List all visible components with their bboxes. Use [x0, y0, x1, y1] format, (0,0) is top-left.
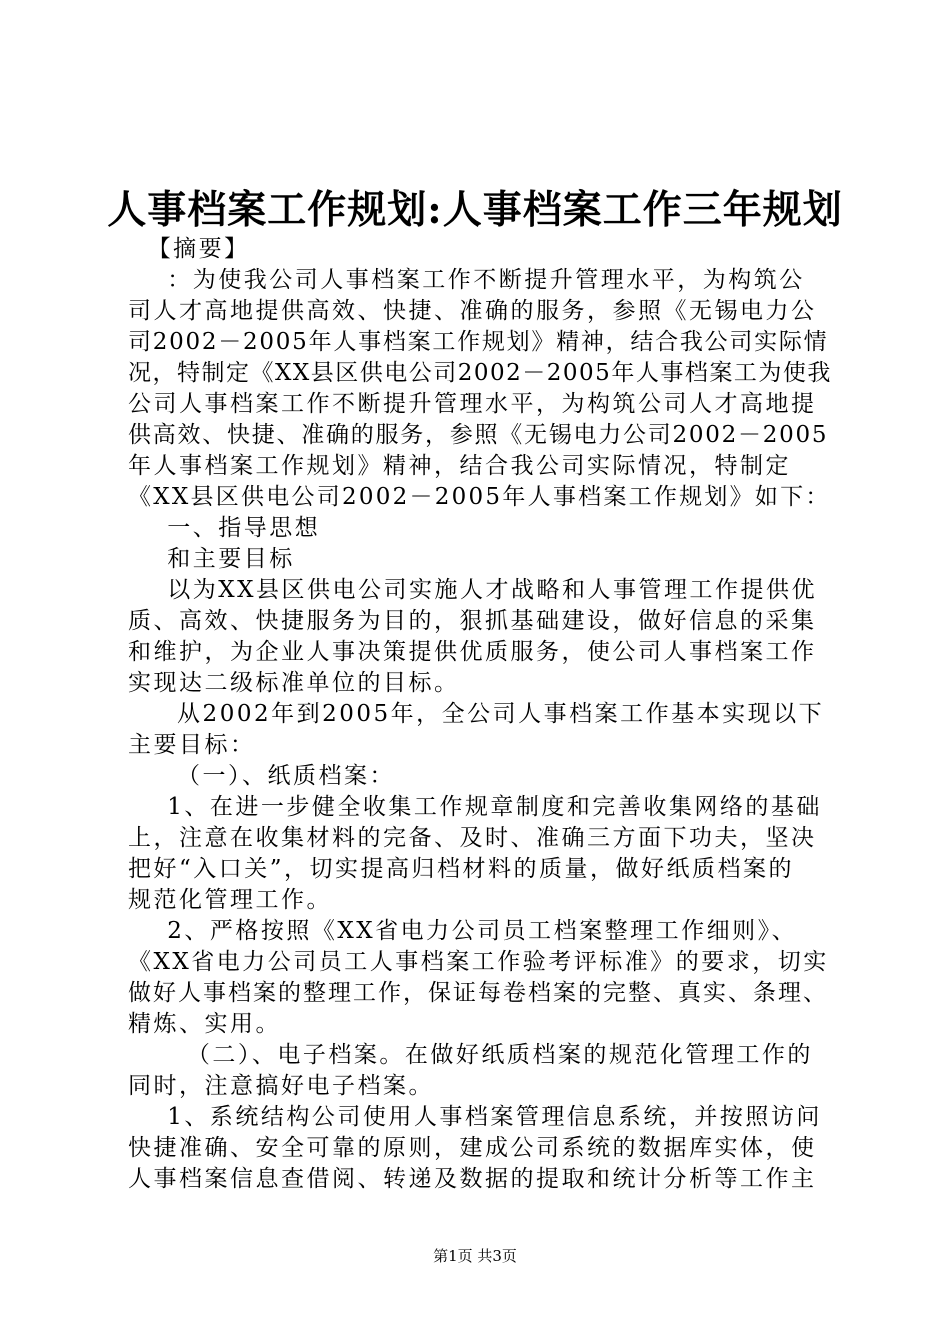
body-line: 把好“入口关”，切实提高归档材料的质量，做好纸质档案的	[128, 856, 795, 882]
body-line: 《XX省电力公司员工人事档案工作验考评标准》的要求，切实	[128, 949, 829, 975]
body-line: ：为使我公司人事档案工作不断提升管理水平，为构筑公	[128, 267, 805, 293]
document-body	[128, 234, 833, 1195]
body-line: 况，特制定《XX县区供电公司2002－2005年人事档案工为使我	[128, 360, 832, 386]
body-line: 司2002－2005年人事档案工作规划》精神，结合我公司实际情	[128, 329, 829, 355]
body-line: 人事档案信息查借阅、转递及数据的提取和统计分析等工作主	[128, 1166, 817, 1192]
body-line: 精炼、实用。	[128, 1011, 281, 1037]
body-line: 同时，注意搞好电子档案。	[128, 1073, 434, 1099]
body-line: 上，注意在收集材料的完备、及时、准确三方面下功夫，坚决	[128, 825, 817, 851]
page-footer: 第1页 共3页	[433, 1247, 517, 1265]
body-line: 1、在进一步健全收集工作规章制度和完善收集网络的基础	[128, 794, 822, 820]
body-line: 《XX县区供电公司2002－2005年人事档案工作规划》如下：	[128, 484, 831, 510]
body-line: 公司人事档案工作不断提升管理水平，为构筑公司人才高地提	[128, 391, 817, 417]
body-line: 质、高效、快捷服务为目的，狠抓基础建设，做好信息的采集	[128, 608, 817, 634]
body-line: 主要目标：	[128, 732, 256, 758]
document-title: 人事档案工作规划:人事档案工作三年规划	[107, 187, 843, 233]
body-line: 和主要目标	[128, 546, 295, 572]
body-line: 【摘要】	[128, 236, 250, 262]
body-line: 司人才高地提供高效、快捷、准确的服务，参照《无锡电力公	[128, 298, 817, 324]
body-line: 规范化管理工作。	[128, 887, 332, 913]
body-line: 实现达二级标准单位的目标。	[128, 670, 460, 696]
body-line: 以为XX县区供电公司实施人才战略和人事管理工作提供优	[128, 577, 817, 603]
body-line: （二）、电子档案。在做好纸质档案的规范化管理工作的	[128, 1042, 813, 1068]
body-line: 1、系统结构公司使用人事档案管理信息系统，并按照访问	[128, 1104, 822, 1130]
body-line: 年人事档案工作规划》精神，结合我公司实际情况，特制定	[128, 453, 791, 479]
body-line: 做好人事档案的整理工作，保证每卷档案的完整、真实、条理、	[128, 980, 828, 1006]
body-line: 供高效、快捷、准确的服务，参照《无锡电力公司2002－2005	[128, 422, 829, 448]
body-line: 和维护，为企业人事决策提供优质服务，使公司人事档案工作	[128, 639, 817, 665]
body-line: 快捷准确、安全可靠的原则，建成公司系统的数据库实体，使	[128, 1135, 817, 1161]
body-line: （一）、纸质档案：	[128, 763, 396, 789]
body-line: 从2002年到2005年，全公司人事档案工作基本实现以下	[128, 701, 825, 727]
body-line: 一、指导思想	[128, 515, 321, 541]
body-line: 2、严格按照《XX省电力公司员工档案整理工作细则》、	[128, 918, 798, 944]
